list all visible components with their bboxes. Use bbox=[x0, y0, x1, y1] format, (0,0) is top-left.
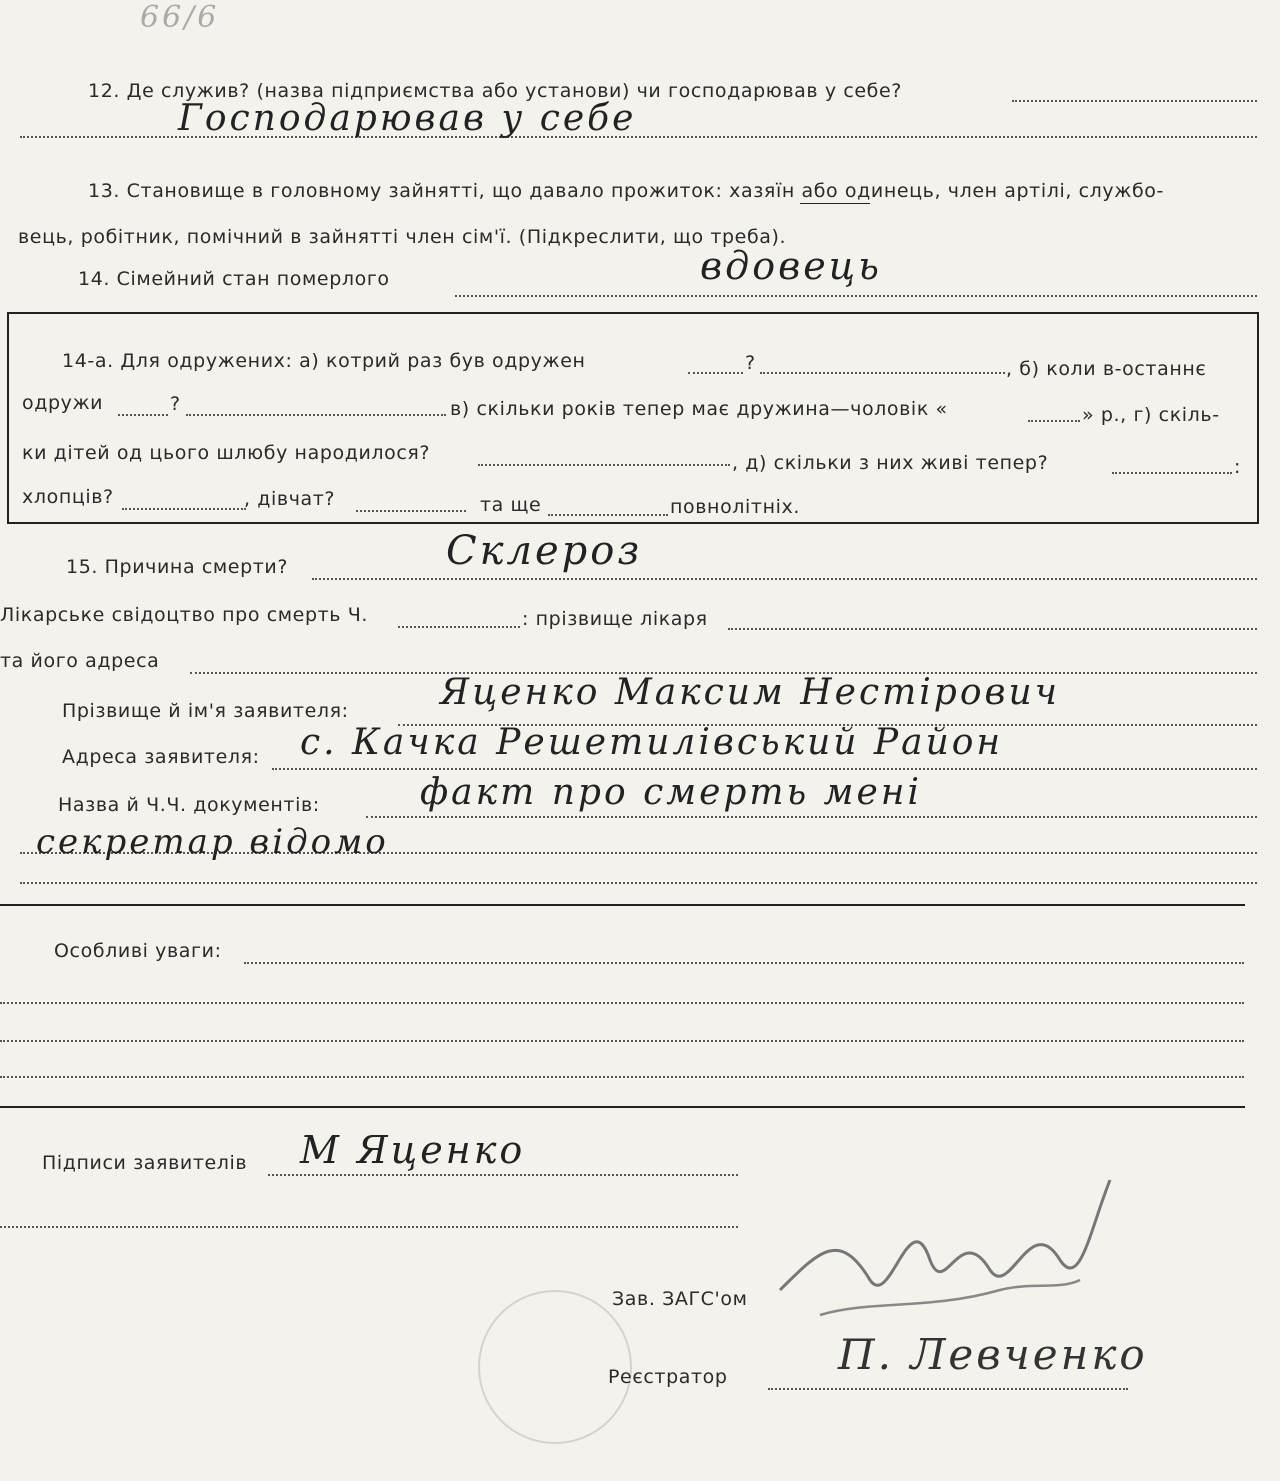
registry-head-label: Зав. ЗАГС'ом bbox=[612, 1288, 748, 1310]
applicant-address-handwritten: с. Качка Решетилівський Район bbox=[300, 722, 1004, 763]
q14a-line-3-text-b: , д) скільки з них живі тепер? bbox=[732, 452, 1049, 474]
q12-handwritten-answer: Господарював у себе bbox=[178, 98, 637, 139]
applicant-signature-handwritten: М Яценко bbox=[300, 1128, 526, 1172]
q12-answer-line-1 bbox=[1012, 100, 1257, 102]
applicant-address-label: Адреса заявителя: bbox=[62, 746, 260, 768]
q12-label: 12. Де служив? (назва підприємства або установи) чи господарював у себе? bbox=[88, 80, 902, 102]
q14a-line-4-adults-label: повнолітніх. bbox=[670, 496, 800, 518]
q14a-line-2-question: ? bbox=[170, 393, 181, 415]
applicants-signature-line bbox=[268, 1174, 738, 1176]
documents-handwritten-2: секретар відомо bbox=[36, 822, 389, 862]
q13-line-2: вець, робітник, помічний в зайнятті член сім'ї. (Підкреслити, що треба). bbox=[18, 226, 787, 248]
registrar-signature-handwritten: П. Левченко bbox=[838, 1330, 1148, 1379]
q14a-line-4-more-label: та ще bbox=[480, 494, 542, 516]
special-notes-line-4 bbox=[0, 1076, 1244, 1078]
documents-line-1 bbox=[366, 816, 1257, 818]
applicant-name-handwritten: Яценко Максим Нестірович bbox=[440, 672, 1061, 713]
special-notes-line-1 bbox=[244, 962, 1244, 964]
registrar-signature-line bbox=[768, 1388, 1128, 1390]
registry-head-signature bbox=[760, 1140, 1120, 1360]
special-notes-label: Особливі уваги: bbox=[54, 940, 222, 962]
q14a-line-3-text: ки дітей од цього шлюбу народилося? bbox=[22, 442, 431, 464]
q15-answer-line bbox=[312, 578, 1257, 580]
q14a-line-2-text-b: в) скільки років тепер має дружина—чоловік « bbox=[450, 398, 948, 420]
applicant-name-label: Прізвище й ім'я заявителя: bbox=[62, 700, 349, 722]
applicant-address-line bbox=[272, 768, 1257, 770]
doctor-name-label: : прізвище лікаря bbox=[522, 608, 708, 630]
doctor-address-label: та його адреса bbox=[0, 650, 160, 672]
medical-certificate-label: Лікарське свідоцтво про смерть Ч. bbox=[0, 604, 368, 626]
q14a-line-2-text: одружи bbox=[22, 392, 104, 414]
q15-label: 15. Причина смерти? bbox=[66, 556, 289, 578]
doctor-name-field bbox=[728, 628, 1257, 630]
q14a-line-2-field-1 bbox=[118, 414, 168, 416]
corner-note: 66/6 bbox=[140, 0, 220, 35]
special-notes-line-2 bbox=[0, 1002, 1244, 1004]
q13-line-1: 13. Становище в головному зайнятті, що давало прожиток: хазяїн або одинець, член артілі, службо- bbox=[88, 180, 1164, 202]
q15-handwritten-answer: Склероз bbox=[446, 528, 643, 574]
applicants-signatures-label: Підписи заявителів bbox=[42, 1152, 248, 1174]
q14a-line-1-field-1 bbox=[688, 372, 743, 374]
q14a-line-4-girls-label: , дівчат? bbox=[244, 488, 336, 510]
q14a-line-4-boys-field bbox=[122, 508, 246, 510]
documents-line-3 bbox=[20, 882, 1257, 884]
q14a-line-3-field-1 bbox=[478, 464, 730, 466]
q14a-line-1-question: ? bbox=[745, 352, 756, 374]
q14-answer-line bbox=[455, 295, 1257, 297]
applicants-signature-line-2 bbox=[0, 1226, 738, 1228]
q14a-line-4-girls-field bbox=[356, 510, 466, 512]
q14-label: 14. Сімейний стан померлого bbox=[78, 268, 390, 290]
q14a-line-2-text-c: » р., г) скіль- bbox=[1082, 404, 1220, 426]
q14-handwritten-answer: вдовець bbox=[700, 244, 882, 288]
q14a-line-2-field-2 bbox=[186, 414, 446, 416]
documents-label: Назва й Ч.Ч. документів: bbox=[58, 794, 320, 816]
q14a-line-4-more-field bbox=[548, 514, 668, 516]
q13-underline-selected-owner bbox=[800, 203, 870, 204]
q14a-line-4-boys-label: хлопців? bbox=[22, 486, 114, 508]
special-notes-line-3 bbox=[0, 1040, 1244, 1042]
q14a-line-1-text: 14-а. Для одружених: а) котрий раз був одружен bbox=[62, 350, 586, 372]
medical-certificate-number-field bbox=[398, 626, 520, 628]
registrar-label: Реєстратор bbox=[608, 1366, 728, 1388]
q14a-line-1-field-2 bbox=[760, 372, 1005, 374]
q14a-line-2-field-3 bbox=[1028, 420, 1080, 422]
section-divider-1 bbox=[0, 904, 1245, 906]
section-divider-2 bbox=[0, 1106, 1245, 1108]
q14a-line-1-text-b: , б) коли в-останнє bbox=[1006, 358, 1207, 380]
documents-handwritten-1: факт про смерть мені bbox=[420, 772, 922, 813]
q14a-line-3-field-2 bbox=[1112, 472, 1232, 474]
q14a-line-3-colon: : bbox=[1234, 456, 1242, 478]
